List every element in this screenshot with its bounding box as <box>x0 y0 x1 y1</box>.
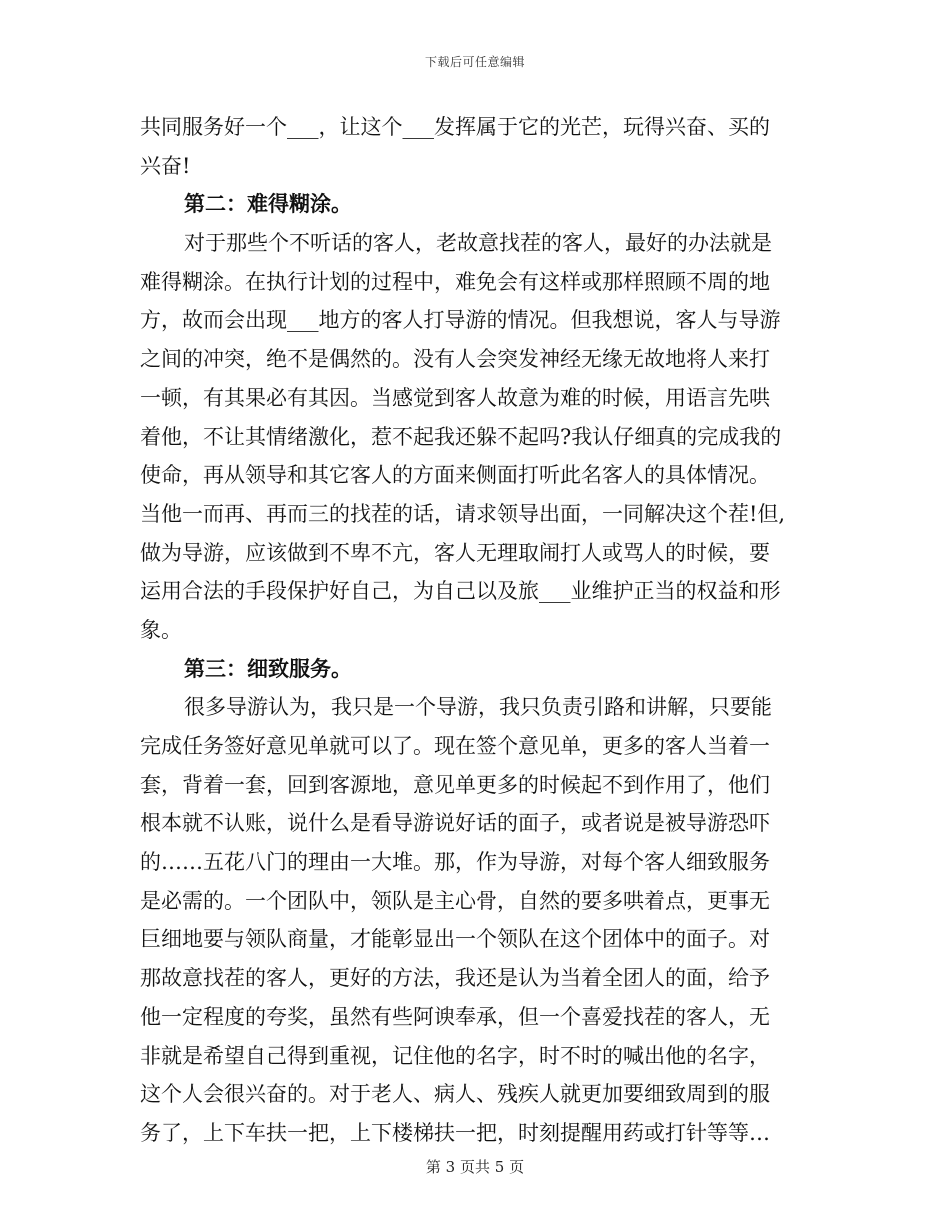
paragraph-line: 当他一而再、再而三的找茬的话，请求领导出面，一同解决这个茬!但, <box>140 501 786 526</box>
paragraph-line: 套，背着一套，回到客源地，意见单更多的时候起不到作用了，他们 <box>140 772 770 797</box>
paragraph-line: 他一定程度的夸奖，虽然有些阿谀奉承，但一个喜爱找茬的客人，无 <box>140 1004 770 1029</box>
paragraph-line: 做为导游，应该做到不卑不亢，客人无理取闹打人或骂人的时候，要 <box>140 540 770 565</box>
paragraph-line: 难得糊涂。在执行计划的过程中，难免会有这样或那样照顾不周的地 <box>140 269 770 294</box>
paragraph-line: 之间的冲突，绝不是偶然的。没有人会突发神经无缘无故地将人来打 <box>140 347 770 372</box>
paragraph-line: 是必需的。一个团队中，领队是主心骨，自然的要多哄着点，更事无 <box>140 888 770 913</box>
paragraph-line: 兴奋! <box>140 153 191 178</box>
paragraph-line: 使命，再从领导和其它客人的方面来侧面打听此名客人的具体情况。 <box>140 463 770 488</box>
document-body <box>140 108 820 1153</box>
paragraph-line: 非就是希望自己得到重视，记住他的名字，时不时的喊出他的名字， <box>140 1043 770 1068</box>
section-heading: 第三：细致服务。 <box>184 655 352 681</box>
paragraph-line: 根本就不认账，说什么是看导游说好话的面子，或者说是被导游恐吓 <box>140 811 770 836</box>
paragraph-line: 很多导游认为，我只是一个导游，我只负责引路和讲解，只要能 <box>184 695 772 720</box>
paragraph-line: 着他，不让其情绪激化，惹不起我还躲不起吗?我认仔细真的完成我的 <box>140 424 782 449</box>
paragraph-line: 务了，上下车扶一把，上下楼梯扶一把，时刻提醒用药或打针等等… <box>140 1120 770 1145</box>
section-heading: 第二：难得糊涂。 <box>184 191 352 217</box>
page-header: 下载后可任意编辑 <box>424 55 525 69</box>
paragraph-line: 方，故而会出现___地方的客人打导游的情况。但我想说，客人与导游 <box>140 308 781 333</box>
paragraph-line: 的……五花八门的理由一大堆。那，作为导游，对每个客人细致服务 <box>140 850 770 875</box>
paragraph-line: 巨细地要与领队商量，才能彰显出一个领队在这个团体中的面子。对 <box>140 927 770 952</box>
paragraph-line: 运用合法的手段保护好自己，为自己以及旅___业维护正当的权益和形 <box>140 579 781 604</box>
paragraph-line: 完成任务签好意见单就可以了。现在签个意见单，更多的客人当着一 <box>140 734 770 758</box>
paragraph-line: 共同服务好一个___，让这个___发挥属于它的光芒，玩得兴奋、买的 <box>140 115 770 139</box>
paragraph-line: 那故意找茬的客人，更好的方法，我还是认为当着全团人的面，给予 <box>140 966 770 991</box>
paragraph-line: 对于那些个不听话的客人，老故意找茬的客人，最好的办法就是 <box>184 231 772 256</box>
paragraph-line: 这个人会很兴奋的。对于老人、病人、残疾人就更加要细致周到的服 <box>140 1082 770 1107</box>
paragraph-line: 象。 <box>140 617 182 642</box>
paragraph-line: 一顿，有其果必有其因。当感觉到客人故意为难的时候，用语言先哄 <box>140 385 770 410</box>
page-number-footer: 第 3 页共 5 页 <box>425 1158 525 1176</box>
